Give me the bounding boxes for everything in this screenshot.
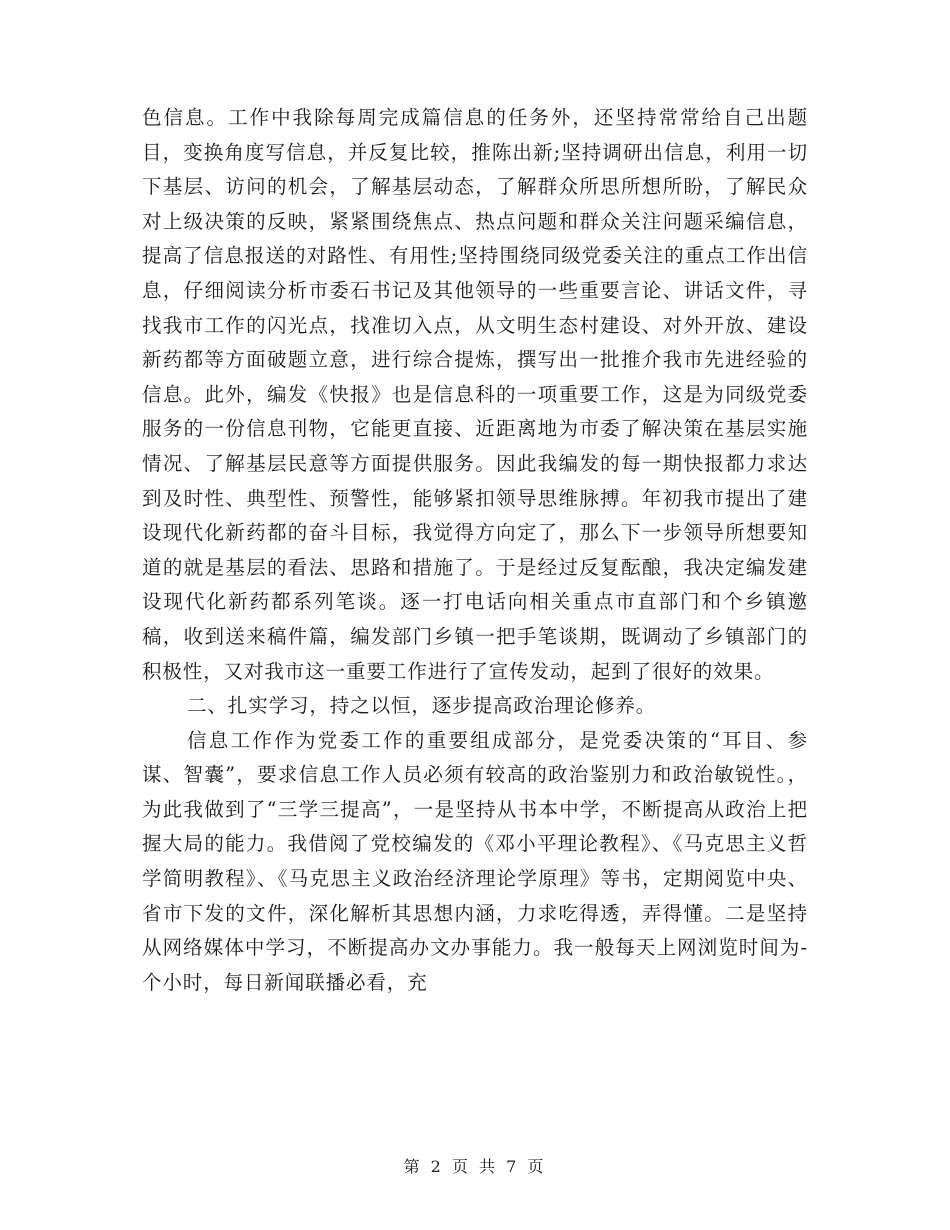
section-heading-2: 二、扎实学习，持之以恒，逐步提高政治理论修养。 — [187, 694, 657, 718]
page-number-footer: 第 2 页 共 7 页 — [403, 1157, 547, 1176]
document-body — [142, 101, 808, 1000]
body-paragraph-3: 信息工作作为党委工作的重要组成部分，是党委决策的“耳目、参谋、智囊”，要求信息工作人员必须有较高的政治鉴别力和政治敏锐性。，为此我做到了“三学三提高”，一是坚持从书本中学，不断提高从政治上把握大局的能力。我借阅了党校编发的《邓小平理论教程》、《马克思主义哲学简明教程》、《马克思主义政治经济理论学原理》等书，定期阅览中央、省市下发的文件，深化解析其思想内涵，力求吃得透，弄得懂。二是坚持从网络媒体中学习，不断提高办文办事能力。我一般每天上网浏览时间为-个小时，每日新闻联播必看，充 — [142, 728, 808, 994]
body-paragraph-1: 色信息。工作中我除每周完成篇信息的任务外，还坚持常常给自己出题目，变换角度写信息，并反复比较，推陈出新;坚持调研出信息，利用一切下基层、访问的机会，了解基层动态，了解群众所思所想所盼，了解民众对上级决策的反映，紧紧围绕焦点、热点问题和群众关注问题采编信息，提高了信息报送的对路性、有用性;坚持围绕同级党委关注的重点工作出信息，仔细阅读分析市委石书记及其他领导的一些重要言论、讲话文件，寻找我市工作的闪光点，找准切入点，从文明生态村建设、对外开放、建设新药都等方面破题立意，进行综合提炼，撰写出一批推介我市先进经验的信息。此外，编发《快报》也是信息科的一项重要工作，这是为同级党委服务的一份信息刊物，它能更直接、近距离地为市委了解决策在基层实施情况、了解基层民意等方面提供服务。因此我编发的每一期快报都力求达到及时性、典型性、预警性，能够紧扣领导思维脉搏。年初我市提出了建设现代化新药都的奋斗目标，我觉得方向定了，那么下一步领导所想要知道的就是基层的看法、思路和措施了。于是经过反复酝酿，我决定编发建设现代化新药都系列笔谈。逐一打电话向相关重点市直部门和个乡镇邀稿，收到送来稿件篇，编发部门乡镇一把手笔谈期，既调动了乡镇部门的积极性，又对我市这一重要工作进行了宣传发动，起到了很好的效果。 — [142, 106, 808, 683]
